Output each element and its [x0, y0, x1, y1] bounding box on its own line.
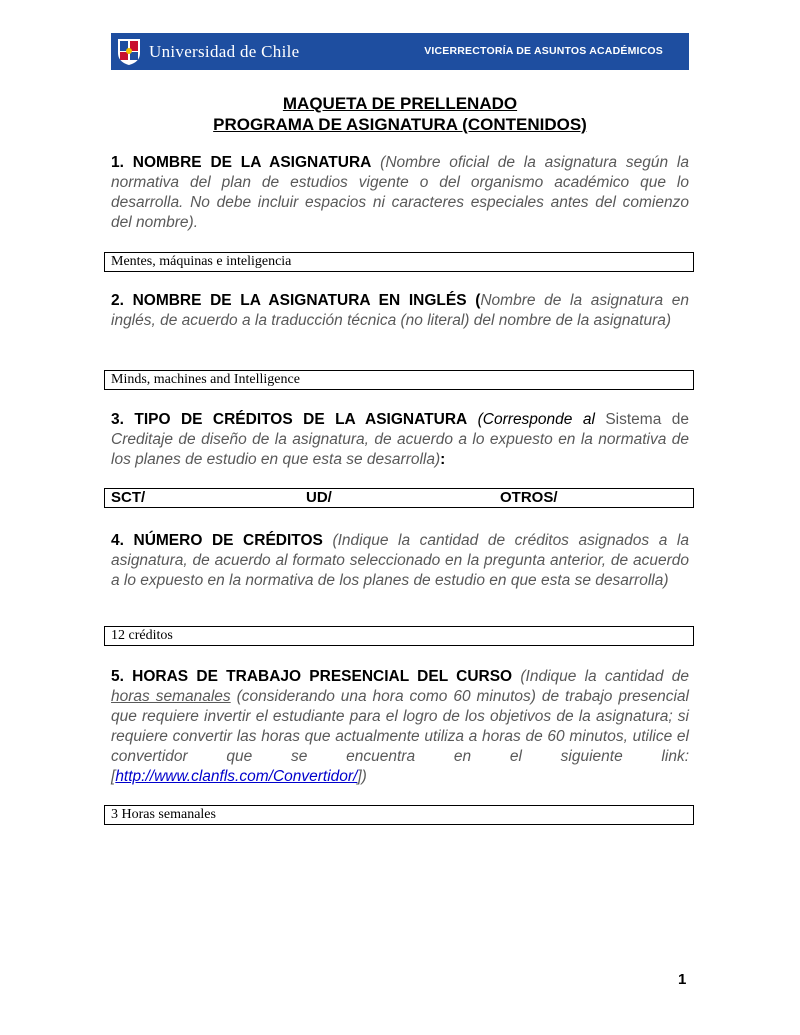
weekly-hours-text: horas semanales: [111, 688, 231, 705]
section-description: (Nombre oficial de la asignatura según la normativa del plan de estudios vigente o del organismo académico que lo desarrolla. No debe incluir espacios ni caracteres especiales antes del comienzo del nombre).: [111, 154, 689, 231]
section-description-a: (Corresponde al: [477, 411, 595, 428]
answer-field-credit-number[interactable]: 12 créditos: [104, 626, 694, 646]
page-number: 1: [678, 971, 687, 988]
section-heading: 3. TIPO DE CRÉDITOS DE LA ASIGNATURA: [111, 411, 468, 428]
section-credit-type: [111, 410, 689, 470]
section-contact-hours: [111, 667, 689, 787]
university-crest-icon: [116, 37, 142, 66]
section-course-name: [111, 153, 689, 233]
section-description-a: (Indique la cantidad de: [520, 668, 689, 685]
section-description-b: (considerando una hora como 60 minutos) de trabajo presencial que requiere invertir el estudiante para el logro de los objetivos de la asignatura; si requiere convertir las horas que actualmente utiliza a horas de 60 minutos, utilice el convertidor que se encuentra en el siguiente link:: [111, 688, 689, 765]
section-paren: (: [475, 292, 481, 309]
section-heading: 1. NOMBRE DE LA ASIGNATURA: [111, 154, 372, 171]
option-ud[interactable]: UD/: [306, 489, 332, 506]
university-name: Universidad de Chile: [149, 42, 300, 61]
section-colon: :: [440, 451, 446, 468]
option-sct[interactable]: SCT/: [111, 489, 146, 506]
converter-link[interactable]: http://www.clanfls.com/Convertidor/: [115, 768, 358, 785]
section-description-c: Creditaje de diseño de la asignatura, de acuerdo a lo expuesto en la normativa de los planes de estudio en que esta se desarrolla): [111, 431, 689, 468]
document-title: [0, 93, 800, 135]
section-description-b: Sistema de: [605, 411, 689, 428]
answer-field-course-name[interactable]: Mentes, máquinas e inteligencia: [104, 252, 694, 272]
link-bracket-open: [: [111, 768, 116, 785]
title-line-1: MAQUETA DE PRELLENADO: [282, 94, 518, 113]
section-description: Nombre de la asignatura en inglés, de acuerdo a la traducción técnica (no literal) del nombre de la asignatura): [111, 292, 689, 329]
section-heading: 5. HORAS DE TRABAJO PRESENCIAL DEL CURSO: [111, 668, 513, 685]
section-course-name-english: [111, 291, 689, 331]
answer-field-course-name-english[interactable]: Minds, machines and Intelligence: [104, 370, 694, 390]
link-bracket-close: ]): [357, 768, 367, 785]
title-line-2: PROGRAMA DE ASIGNATURA (CONTENIDOS): [213, 115, 587, 134]
credit-type-options: [104, 488, 694, 508]
answer-field-contact-hours[interactable]: 3 Horas semanales: [104, 805, 694, 825]
option-otros[interactable]: OTROS/: [500, 489, 558, 506]
section-credit-number: [111, 531, 689, 591]
header-banner: [111, 33, 689, 70]
vicerrectoria-label: VICERRECTORÍA DE ASUNTOS ACADÉMICOS: [424, 45, 663, 57]
section-heading: 4. NÚMERO DE CRÉDITOS: [111, 532, 323, 549]
section-description: (Indique la cantidad de créditos asignados a la asignatura, de acuerdo al formato seleccionado en la pregunta anterior, de acuerdo a lo expuesto en la normativa de los planes de estudio en que esta se desarrolla): [111, 532, 689, 589]
section-heading: 2. NOMBRE DE LA ASIGNATURA EN INGLÉS: [111, 292, 467, 309]
